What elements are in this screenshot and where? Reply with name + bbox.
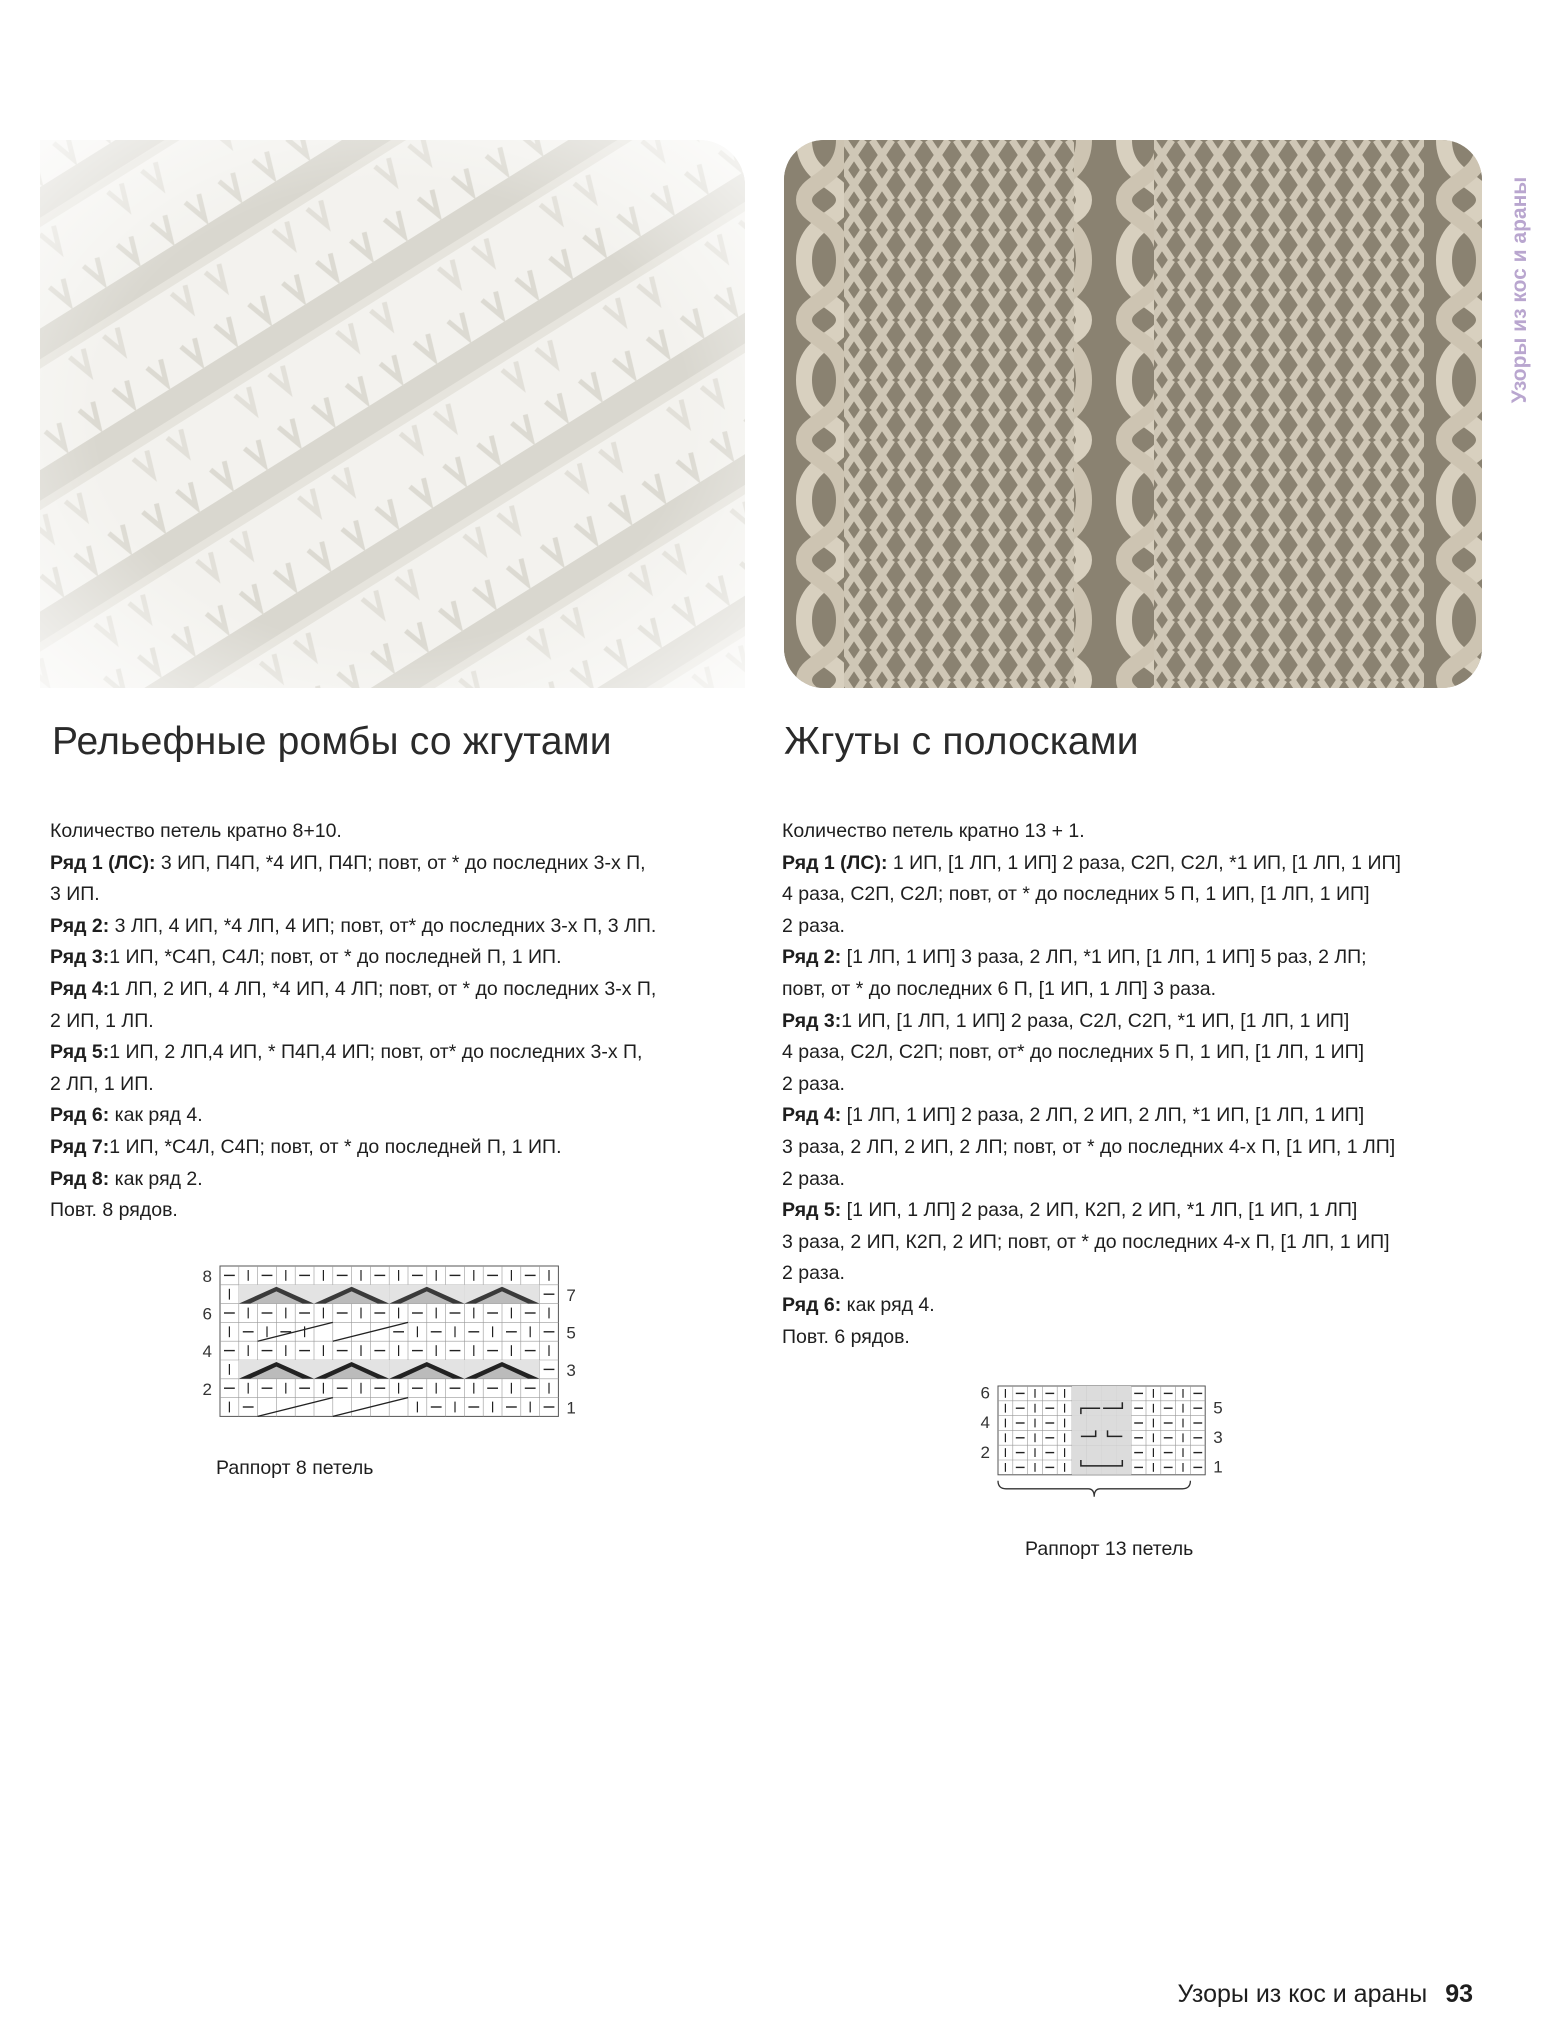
instruction-line [50, 942, 730, 974]
instruction-line [50, 816, 730, 848]
right-knitting-chart [966, 1380, 1266, 1535]
instruction-text: 1 ИП, *С4Л, С4П; повт, от * до последней П, 1 ИП. [109, 1135, 562, 1158]
instruction-line [782, 1258, 1502, 1290]
instruction-text: 3 ЛП, 4 ИП, *4 ЛП, 4 ИП; повт, от* до последних 3-х П, 3 ЛП. [109, 914, 657, 937]
chart-row-number: 2 [202, 1379, 212, 1399]
instruction-line [50, 974, 730, 1006]
chart-row-number: 3 [1213, 1427, 1223, 1447]
instruction-text: [1 ЛП, 1 ИП] 3 раза, 2 ЛП, *1 ИП, [1 ЛП, 1 ИП] 5 раз, 2 ЛП; [841, 946, 1367, 969]
instruction-text: 2 раза. [782, 1262, 845, 1285]
instruction-line [782, 1164, 1502, 1196]
chart-row-number: 1 [1213, 1457, 1223, 1477]
instruction-text: 2 ЛП, 1 ИП. [50, 1072, 154, 1095]
instruction-line [782, 1195, 1502, 1227]
left-knitting-chart [188, 1262, 588, 1427]
instruction-line [50, 911, 730, 943]
chart-row-number: 5 [566, 1323, 576, 1343]
instruction-line [782, 1037, 1502, 1069]
page-footer [1177, 1980, 1473, 2009]
knit-photo-left [40, 140, 745, 688]
instruction-line [782, 1227, 1502, 1259]
right-instructions [782, 816, 1502, 1353]
chart-row-number: 8 [202, 1266, 212, 1286]
instruction-text: 4 раза, С2Л, С2П; повт, от* до последних 5 П, 1 ИП, [1 ЛП, 1 ИП] [782, 1041, 1365, 1064]
right-chart-caption: Раппорт 13 петель [1025, 1538, 1194, 1560]
instruction-line [50, 879, 730, 911]
chart-row-number: 7 [566, 1285, 576, 1305]
instruction-text: Количество петель кратно 8+10. [50, 820, 342, 842]
instruction-text: 1 ИП, [1 ЛП, 1 ИП] 2 раза, С2Л, С2П, *1 ИП, [1 ЛП, 1 ИП] [841, 1009, 1350, 1032]
section-side-tab: Узоры из кос и араны [1508, 176, 1531, 404]
instruction-line [782, 848, 1502, 880]
chart-row-number: 2 [980, 1442, 990, 1462]
repeat-bracket [998, 1481, 1190, 1497]
instruction-text: 1 ЛП, 2 ИП, 4 ЛП, *4 ИП, 4 ЛП; повт, от * до последних 3-х П, [109, 977, 657, 1000]
left-pattern-title: Рельефные ромбы со жгутами [52, 720, 612, 763]
chart-row-number: 4 [980, 1413, 990, 1433]
row-label: Ряд 5: [50, 1041, 110, 1064]
instruction-text: Повт. 8 рядов. [50, 1199, 178, 1222]
instruction-line [50, 1164, 730, 1196]
instruction-text: 3 ИП, П4П, *4 ИП, П4П; повт, от * до последних 3-х П, [155, 851, 646, 874]
instruction-line [50, 848, 730, 880]
left-chart-caption: Раппорт 8 петель [216, 1457, 374, 1479]
instruction-line [782, 1006, 1502, 1038]
instruction-line [50, 1195, 730, 1227]
instruction-line [782, 1290, 1502, 1322]
instruction-line [50, 1132, 730, 1164]
row-label: Ряд 1 (ЛС): [782, 851, 888, 874]
instruction-line [782, 879, 1502, 911]
instruction-text: 1 ИП, 2 ЛП,4 ИП, * П4П,4 ИП; повт, от* до последних 3-х П, [109, 1041, 643, 1064]
instruction-line [782, 1100, 1502, 1132]
instruction-text: как ряд 4. [841, 1293, 935, 1316]
row-label: Ряд 2: [782, 946, 842, 969]
instruction-line [782, 1132, 1502, 1164]
instruction-text: 1 ИП, [1 ЛП, 1 ИП] 2 раза, С2П, С2Л, *1 ИП, [1 ЛП, 1 ИП] [887, 851, 1401, 874]
footer-section-title: Узоры из кос и араны [1177, 1980, 1428, 2008]
instruction-line [782, 1322, 1502, 1354]
right-pattern-title: Жгуты с полосками [784, 720, 1139, 763]
instruction-text: 3 раза, 2 ЛП, 2 ИП, 2 ЛП; повт, от * до последних 4-х П, [1 ИП, 1 ЛП] [782, 1135, 1396, 1158]
instruction-line [50, 1100, 730, 1132]
row-label: Ряд 3: [50, 946, 110, 969]
row-label: Ряд 2: [50, 914, 110, 937]
knit-photo-right [784, 140, 1482, 688]
instruction-line [50, 1037, 730, 1069]
instruction-text: 2 ИП, 1 ЛП. [50, 1009, 154, 1032]
chart-row-number: 3 [566, 1360, 576, 1380]
instruction-line [782, 942, 1502, 974]
instruction-line [782, 911, 1502, 943]
row-label: Ряд 7: [50, 1135, 110, 1158]
chart-row-number: 6 [202, 1304, 212, 1324]
instruction-line [782, 816, 1502, 848]
instruction-line [50, 1069, 730, 1101]
instruction-text: повт, от * до последних 6 П, [1 ИП, 1 ЛП] 3 раза. [782, 977, 1217, 1000]
row-label: Ряд 4: [782, 1104, 842, 1127]
instruction-text: Количество петель кратно 13 + 1. [782, 820, 1085, 842]
row-label: Ряд 4: [50, 977, 110, 1000]
instruction-text: 2 раза. [782, 1167, 845, 1190]
right-pattern-column [782, 720, 1502, 1353]
instruction-text: [1 ИП, 1 ЛП] 2 раза, 2 ИП, К2П, 2 ИП, *1 ЛП, [1 ИП, 1 ЛП] [841, 1199, 1358, 1222]
chart-row-number: 5 [1213, 1398, 1223, 1418]
row-label: Ряд 6: [50, 1104, 110, 1127]
instruction-line [782, 974, 1502, 1006]
instruction-text: 1 ИП, *С4П, С4Л; повт, от * до последней П, 1 ИП. [109, 946, 562, 969]
instruction-text: Повт. 6 рядов. [782, 1325, 910, 1348]
page-number: 93 [1445, 1980, 1473, 2008]
instruction-text: 2 раза. [782, 914, 845, 937]
left-instructions [50, 816, 730, 1227]
row-label: Ряд 1 (ЛС): [50, 851, 156, 874]
instruction-text: [1 ЛП, 1 ИП] 2 раза, 2 ЛП, 2 ИП, 2 ЛП, *1 ИП, [1 ЛП, 1 ИП] [841, 1104, 1365, 1127]
instruction-text: 2 раза. [782, 1072, 845, 1095]
chart-row-number: 1 [566, 1398, 576, 1418]
chart-row-number: 6 [980, 1383, 990, 1403]
left-pattern-column [50, 720, 730, 1227]
row-label: Ряд 8: [50, 1167, 110, 1190]
instruction-text: как ряд 4. [109, 1104, 203, 1127]
instruction-text: 3 раза, 2 ИП, К2П, 2 ИП; повт, от * до последних 4-х П, [1 ЛП, 1 ИП] [782, 1230, 1390, 1253]
instruction-line [50, 1006, 730, 1038]
instruction-text: как ряд 2. [109, 1167, 203, 1190]
row-label: Ряд 3: [782, 1009, 842, 1032]
row-label: Ряд 5: [782, 1199, 842, 1222]
chart-row-number: 4 [202, 1342, 212, 1362]
instruction-text: 3 ИП. [50, 883, 100, 906]
instruction-line [782, 1069, 1502, 1101]
row-label: Ряд 6: [782, 1293, 842, 1316]
instruction-text: 4 раза, С2П, С2Л; повт, от * до последних 5 П, 1 ИП, [1 ЛП, 1 ИП] [782, 883, 1370, 906]
